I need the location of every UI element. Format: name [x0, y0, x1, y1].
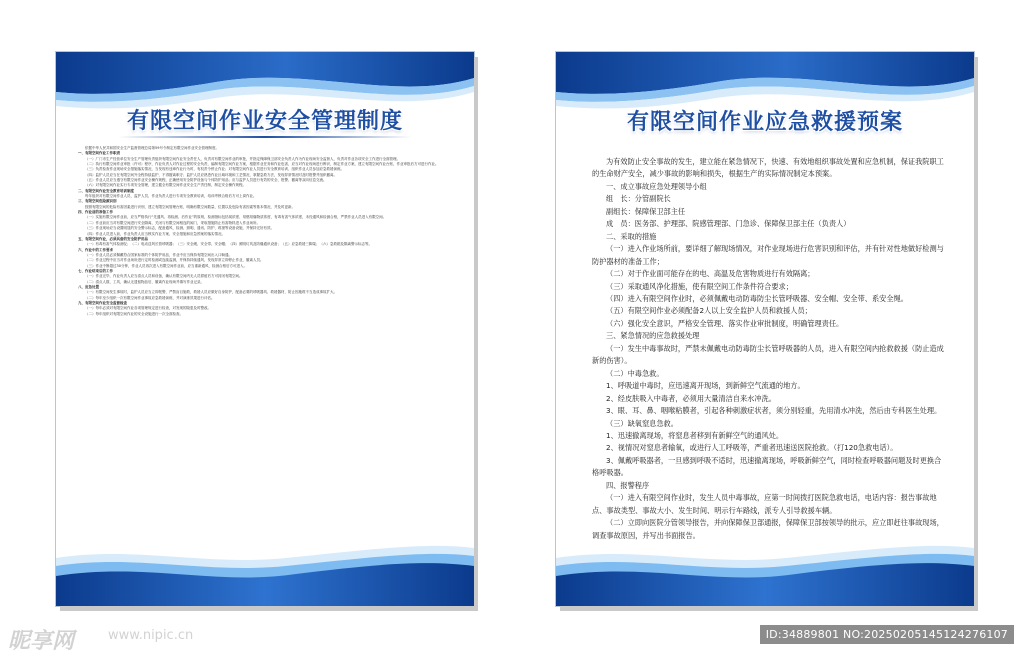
paragraph: 1、迅速撤离现场，将窒息者移到有新鲜空气的通风处。: [606, 430, 784, 440]
paragraph: （四）作业人员进入前，作业负责人应当核实作业方案、安全措施和应急预案的落实情况。: [85, 231, 225, 236]
paragraph: （一）进入有限空间作业时，发生人员中毒事故，应第一时间拨打医院急救电话，电话内容：报告事故地点、事故类型、事故大小、发生时间、明示行车路线，派专人引导救援车辆。: [592, 493, 937, 515]
paragraph: 三、紧急情况的应急救援处理: [606, 331, 700, 341]
paragraph: （二）对于作业面可能存在的电、高温及危害物质进行有效隔离；: [606, 269, 815, 279]
paragraph: 五、有限空间作业，必须具备的安全防护用品: [78, 236, 148, 241]
paragraph: （三）负责检查作业现场安全措施落实情况，当发现有违章作业行为时，有权责令停止作业；对有限空间作业人员进行安全教育培训，组织作业人员参加应急救援演练。: [85, 167, 344, 172]
paragraph: （一）有限空间发生事故时，监护人员应当立即报警，严禁盲目施救，救援人员应做好自身防护，配备必要的呼吸器具、救援器材，防止因施救不当造成事故扩大。: [85, 290, 337, 295]
paragraph: （一）作业人员必须佩戴符合国家标准的个体防护用品，作业中应当保持有限空间出入口畅通。: [85, 252, 232, 257]
paragraph: （四）进入有限空间作业时，必须佩戴电动防毒防尘长管呼吸器、安全帽、安全带、系安全绳。: [606, 293, 908, 303]
paragraph: （一）进入作业场所前，要详细了解现场情况，对作业现场进行危害识别和评估，并有针对性地做好检测与防护器材的准备工作；: [592, 244, 944, 266]
paragraph: （一）厂门市生产经营单位安全生产管理负责组织有限空间作业安全责任人，负责对有限空间作业的审批，并指定保障保卫部安全负责人作为作业现场安全监督人，负责对作业各项安全工作进行全面管理。: [85, 156, 400, 161]
paragraph: （六）对有限空间作业实行专项安全管理，建立健全有限空间作业安全生产责任制，制定安全操作规程。: [85, 183, 246, 188]
right-board: [556, 52, 974, 606]
paragraph: 二、有限空间作业安全教育培训制度: [78, 188, 134, 193]
title-underline: [118, 136, 412, 138]
paragraph: （四）监护人员应当在有限空间外全程持续监护，不得擅离职守；监护人员应熟悉作业区域环境和工艺情况，掌握急救方法，发现异常情况时及时报警并组织撤离。: [85, 172, 337, 177]
paragraph: （一）作业完毕，作业负责人应当清点人员和设备，确认有限空间内无人员滞留后方可封闭有限空间。: [85, 274, 243, 279]
paragraph: （六）强化安全意识，严格安全管理、落实作业审批制度，明确管理责任。: [606, 318, 844, 328]
paragraph: （二）作业前应当对有限空间进行安全隔离，关闭与有限空间相连的阀门，采取措施防止有害物料进入作业场所。: [85, 220, 260, 225]
paragraph: 按照有限空间的危险有害因素进行识别，建立有限空间管理台账，明确有限空间数量、位置以及危险有害因素等基本情况，并及时更新。: [85, 204, 295, 209]
watermark-logo: 昵享网: [8, 629, 75, 654]
paragraph: 2、经皮肤吸入中毒者，必须用大量清洁自来水冲洗。: [606, 393, 776, 403]
paragraph: 为有效防止安全事故的发生，建立能在紧急情况下，快速、有效地组织事故处置和应急机制，保证我院职工的生命财产安全，减少事故的影响和损失，根据生产的实际情况制定本预案。: [592, 157, 944, 179]
paragraph: 每年组织对有限空间作业人员、监护人员、作业负责人进行专项安全教育培训，培训考核合格后方可上岗作业。: [85, 194, 257, 199]
paragraph: 二、采取的措施: [606, 231, 657, 241]
paragraph: 一、有限空间作业工作职责: [78, 151, 120, 156]
paragraph: （一）每年必须对有限空间作业各项管理规定进行检查，对发现的隐患及时整改。: [85, 306, 211, 311]
paragraph: （三）作业中断超过30分钟，作业人员再次进入有限空间作业前，应当重新通风、检测合格后方可进入。: [85, 263, 247, 268]
paragraph: 三、有限空间危险源识别: [78, 199, 117, 204]
paragraph: 2、视情况对窒息者输氧，或进行人工呼吸等，严重者迅速送医院抢救。（打120急救电话）。: [606, 443, 898, 453]
paragraph: （二）作业过程中应当对作业场所进行定时检测或连续监测，并保持持续通风，发现异常立即停止作业，撤离人员。: [85, 258, 264, 263]
paragraph: 一、成立事故应急处理领导小组: [606, 181, 707, 191]
paragraph: （一）有毒有害气体检测仪；（二）电动送风长管呼吸器；（三）安全绳、安全带、安全帽；（四）照明灯具及防爆通讯设备；（五）应急救援三脚架；（六）急救箱及隔离警示标志等。: [85, 242, 372, 247]
left-board-title: 有限空间作业安全管理制度: [126, 108, 403, 134]
watermark-id: ID:34889801 NO:20250205145124276107: [760, 625, 1014, 644]
paragraph: 3、眼、耳、鼻、咽喉粘膜者，引起各种刺激症状者，须分别轻重，先用清水冲洗，然后由专科医生处理。: [606, 406, 942, 416]
paragraph: （二）中毒急救。: [606, 368, 664, 378]
paragraph: 四、报警程序: [606, 480, 650, 490]
paragraph: （三）缺氧窒息急救。: [606, 418, 678, 428]
paragraph: （二）立即向医院分管领导报告，并向保障保卫部通报，保障保卫部按领导的批示，应立即赶往事故现场，调查事故原因，并写出书面报告。: [592, 518, 944, 540]
paragraph: （三）作业现场应当设置明显的安全警示标志，配备通风、检测、照明、通讯、防护、救援等设备设施，并保持完好有效。: [85, 226, 274, 231]
paragraph: 1、呼吸道中毒时，应迅速离开现场，到新鲜空气流通的地方。: [606, 381, 805, 391]
paragraph: （三）采取通风净化措施，使有限空间工作条件符合要求；: [606, 281, 793, 291]
right-board-body: [592, 156, 948, 540]
paragraph: 六、作业中的工作要求: [78, 247, 113, 252]
paragraph: （一）实施有限空间作业前，应当严格执行“先通风、再检测、后作业”的原则，检测指标包括氧浓度、易燃易爆物质浓度、有毒有害气体浓度，未经通风和检测合格，严禁作业人员进入有限空间。: [85, 215, 387, 220]
paragraph: 依据中华人民共和国安全生产监督管理总局第59号令制定有限空间作业安全管理制度。: [85, 146, 219, 150]
paragraph: 副组长：保障保卫部主任: [606, 206, 686, 216]
paragraph: （五）有限空间作业必须配备2人以上安全监护人员和救援人员；: [606, 306, 812, 316]
paragraph: （五）作业人员应当遵守有限空间作业安全操作规程，正确使用安全防护设备与个体防护用品；应与监护人员进行有效的安全、报警、撤离等双向信息交流。: [85, 178, 327, 183]
bottom-wave-decoration: [556, 528, 974, 606]
paragraph: （二）每年组织对有限空间作业的安全设施进行一次全面检查。: [85, 311, 183, 316]
paragraph: 3、佩戴呼吸器者，一旦感到呼吸不适时，迅速撤离现场，呼吸新鲜空气，同时检查呼吸器问题及时更换合格呼吸器。: [592, 455, 942, 478]
paragraph: 四、作业前的准备工作: [78, 210, 113, 215]
right-board-title: 有限空间作业应急救援预案: [626, 109, 903, 135]
left-board: [56, 52, 474, 606]
bottom-wave-decoration: [56, 528, 474, 606]
left-board-body: [78, 146, 454, 522]
paragraph: 组 长：分管副院长: [606, 194, 671, 204]
paragraph: （一）发生中毒事故时，严禁未佩戴电动防毒防尘长管呼吸器的人员，进入有限空间内抢救救援（防止造成新的伤害）。: [592, 343, 944, 366]
paragraph: （二）每年至少组织一次有限空间作业事故应急救援演练，并对演练效果进行评估。: [85, 295, 215, 300]
paragraph: 九、有限空间作业安全监督检查: [78, 300, 127, 305]
paragraph: （二）执行有限空间作业审批（许可）程序，作业负责人对作业过程的安全负责，编制有限空间作业方案，根据作业任务和作业危害，应当对作业现场进行辨识，制定作业方案，建立有限空间作业台账，作业审批后方可进行作业。: [85, 162, 439, 167]
paragraph: 八、应急处置: [78, 284, 99, 289]
paragraph: （二）清点人数、工具，确认无遗留物品后，撤离作业现场并填写作业记录。: [85, 279, 204, 284]
paragraph: 成 员：医务部、护理部、院感管理部、门急诊、保障保卫部主任（负责人）: [606, 219, 851, 229]
watermark-url: www.nipic.cn: [108, 628, 194, 643]
paragraph: 七、作业结束后的工作: [78, 268, 113, 273]
